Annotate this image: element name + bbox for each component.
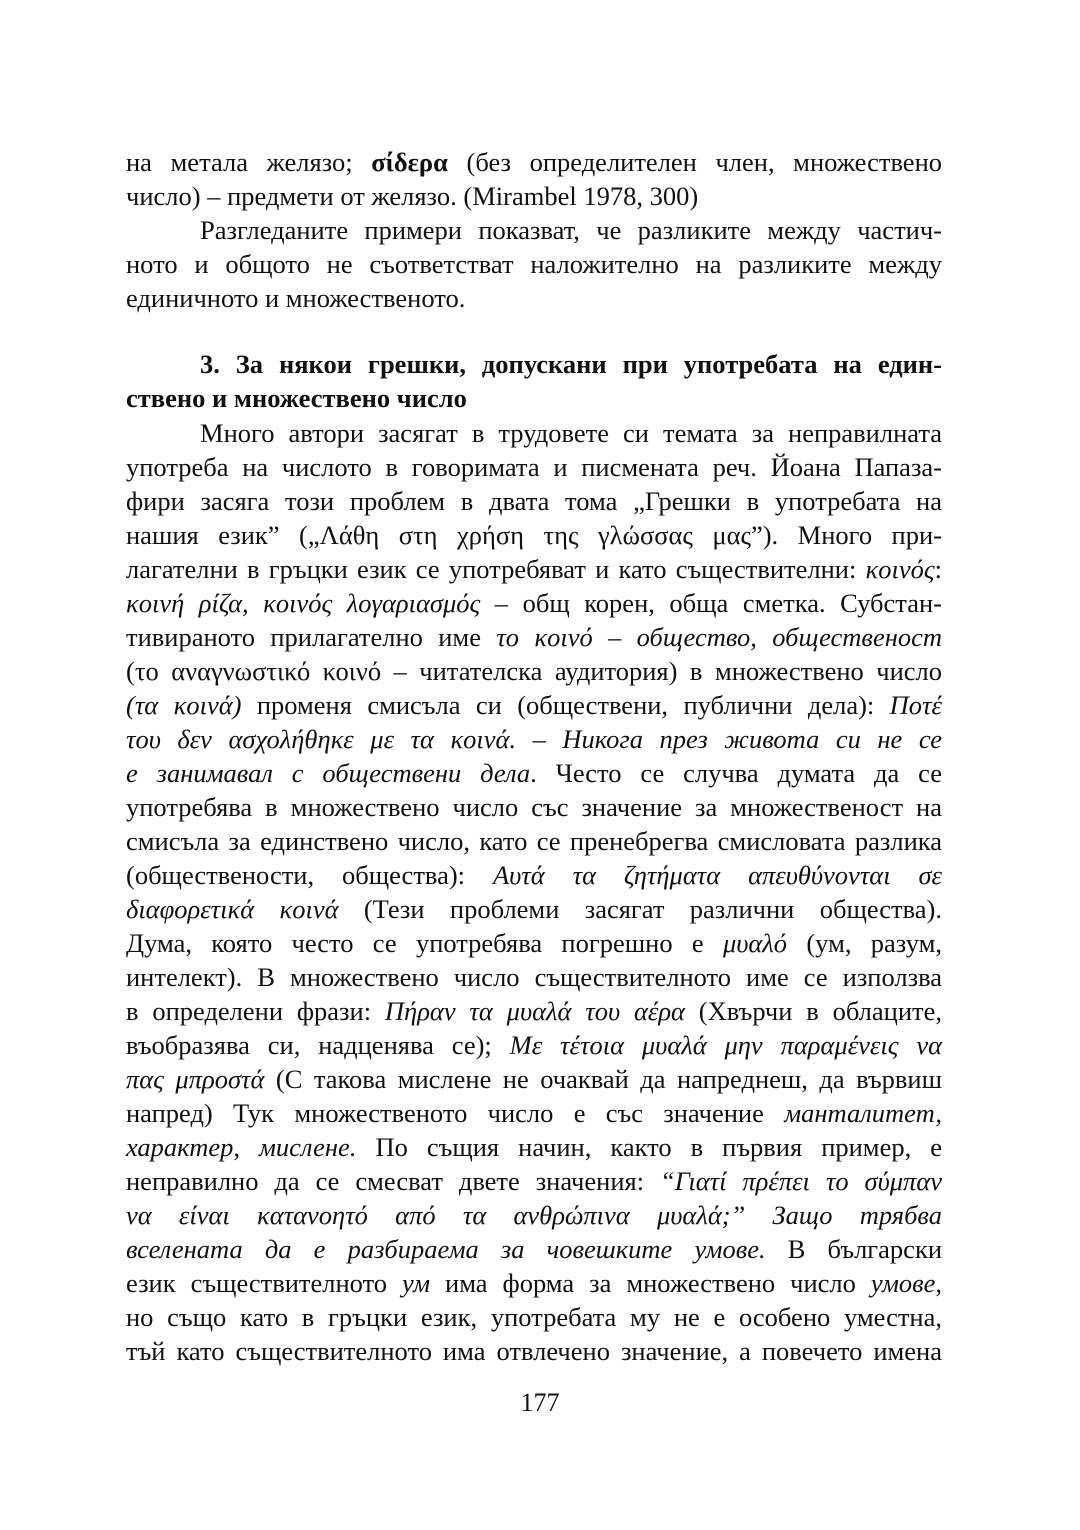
text-line xyxy=(126,518,942,552)
text-line xyxy=(126,1062,942,1096)
text-run: тъй като съществителното има отвлечено значение, а повечето имена xyxy=(126,1336,942,1366)
greek-term-italic: διαφορετικά κοινά xyxy=(126,894,339,924)
greek-term-italic: πας μπροστά xyxy=(126,1064,265,1094)
text-line xyxy=(126,824,942,858)
greek-term-italic: Πήραν τα μυαλά του αέρα xyxy=(384,996,685,1026)
greek-term-italic: κοινός xyxy=(865,554,935,584)
text-run: единичното и множественото. xyxy=(126,283,466,313)
text-run: ното и общото не съответстват наложително на разликите между xyxy=(126,249,942,279)
text-run: на метала желязо; xyxy=(126,147,372,177)
text-run: смисъла за единствено число, като се пренебрегва смисловата разлика xyxy=(126,826,942,856)
text-run: но също като в гръцки език, употребата му не е особено уместна, xyxy=(126,1302,942,1332)
text-run: (ум, разум, xyxy=(787,928,942,958)
italic-term: το κοινό – общество, общественост xyxy=(496,622,942,652)
text-line xyxy=(126,994,942,1028)
text-line xyxy=(126,281,942,315)
italic-example: να είναι κατανοητό από τα ανθρώπινα μυαλά;” Защо трябва xyxy=(126,1200,942,1230)
text-line xyxy=(126,1334,942,1368)
italic-term: ум xyxy=(402,1268,431,1298)
text-run: тивираното прилагателно име xyxy=(126,622,497,652)
italic-term: умове xyxy=(870,1268,936,1298)
greek-term-italic: κοινή ρίζα, κοινός λογαριασμός xyxy=(126,588,481,618)
page-number: 177 xyxy=(520,1388,560,1417)
italic-example: του δεν ασχολήθηκε με τα κοινά. – Никога през живота си не се xyxy=(126,724,942,754)
greek-term-italic: Αυτά τα ζητήματα απευθύνονται σε xyxy=(492,860,942,890)
text-line xyxy=(126,1164,942,1198)
text-line xyxy=(126,960,942,994)
text-line xyxy=(126,1232,942,1266)
text-run: интелект). В множествено число съществителното име се използва xyxy=(126,962,942,992)
text-run: число) – предмети от желязо. (Mirambel 1978, 300) xyxy=(126,181,699,211)
text-run: има форма за множествено число xyxy=(430,1268,871,1298)
text-line xyxy=(126,688,942,722)
text-run: , xyxy=(935,1268,942,1298)
text-line xyxy=(126,145,942,179)
text-line xyxy=(126,926,942,960)
text-run: (С такова мислене не очаквай да напреднеш, да вървиш xyxy=(264,1064,942,1094)
heading-text: 3. За някои грешки, допускани при употребата на един- xyxy=(200,349,942,379)
text-line xyxy=(126,892,942,926)
greek-term-italic: Με τέτοια μυαλά μην παραμένεις να xyxy=(509,1030,942,1060)
text-line xyxy=(126,756,942,790)
text-run: лагателни в гръцки език се употребяват и като съществителни: xyxy=(126,554,866,584)
text-line xyxy=(126,247,942,281)
italic-term: характер, мислене. xyxy=(126,1132,357,1162)
text-run: (Хвърчи в облаците, xyxy=(684,996,942,1026)
text-run: фири засяга този проблем в двата тома „Грешки в употребата на xyxy=(126,486,942,516)
text-line xyxy=(126,179,942,213)
text-line xyxy=(126,1300,942,1334)
text-run: в определени фрази: xyxy=(126,996,385,1026)
text-run: (το αναγνωστικό κοινό – читателска аудитория) в множествено число xyxy=(126,656,942,686)
text-line xyxy=(126,1096,942,1130)
heading-text: ствено и множествено число xyxy=(126,383,467,413)
text-run: Много автори засягат в трудовете си темата за неправилната xyxy=(200,418,942,448)
text-line xyxy=(200,213,942,247)
italic-example: е занимавал с обществени дела xyxy=(126,758,531,788)
text-run: употребява в множествено число със значение за множественост на xyxy=(126,792,942,822)
text-line xyxy=(126,586,942,620)
text-run: променя смисъла си (обществени, публични дела): xyxy=(241,690,890,720)
greek-term-bold: σίδερα xyxy=(371,147,448,177)
text-line xyxy=(126,1028,942,1062)
text-run: – общ корен, обща сметка. Субстан- xyxy=(480,588,942,618)
text-line xyxy=(126,654,942,688)
text-run: неправилно да се смесват двете значения: xyxy=(126,1166,660,1196)
text-line xyxy=(126,450,942,484)
text-run: В български xyxy=(765,1234,942,1264)
text-line xyxy=(126,620,942,654)
text-run: (Тези проблеми засягат различни общества). xyxy=(338,894,942,924)
text-line xyxy=(126,484,942,518)
text-run: въобразява си, надценява се); xyxy=(126,1030,510,1060)
text-run: език съществителното xyxy=(126,1268,403,1298)
text-line xyxy=(126,722,942,756)
greek-term-italic: “Γιατί πρέπει το σύμπαν xyxy=(660,1166,942,1196)
greek-term-italic: (τα κοινά) xyxy=(126,690,242,720)
greek-term-italic: Ποτέ xyxy=(889,690,942,720)
text-line xyxy=(126,1198,942,1232)
text-line xyxy=(126,1130,942,1164)
section-heading-line xyxy=(126,381,942,415)
text-run: (обществености, общества): xyxy=(126,860,493,890)
text-run: Дума, която често се употребява погрешно е xyxy=(126,928,723,958)
text-run: Разгледаните примери показват, че разликите между частич- xyxy=(200,215,942,245)
text-run: . Често се случва думата да се xyxy=(530,758,943,788)
text-line xyxy=(126,858,942,892)
greek-term-italic: μυαλό xyxy=(722,928,788,958)
text-line xyxy=(126,790,942,824)
text-run: По същия начин, както в първия пример, е xyxy=(356,1132,943,1162)
text-run: нашия език” („Λάθη στη χρήση της γλώσσας μας”). Много при- xyxy=(126,520,942,550)
text-line xyxy=(126,552,942,586)
italic-example: вселената да е разбираема за човешките умове. xyxy=(126,1234,766,1264)
text-run: употреба на числото в говоримата и писмената реч. Йоана Папаза- xyxy=(126,452,942,482)
text-line xyxy=(200,416,942,450)
text-line xyxy=(126,1266,942,1300)
text-run: : xyxy=(934,554,942,584)
section-heading-line xyxy=(200,347,942,381)
italic-term: манталитет, xyxy=(784,1098,942,1128)
text-run: напред) Тук множественото число е със значение xyxy=(126,1098,785,1128)
text-run: (без определителен член, множествено xyxy=(447,147,942,177)
